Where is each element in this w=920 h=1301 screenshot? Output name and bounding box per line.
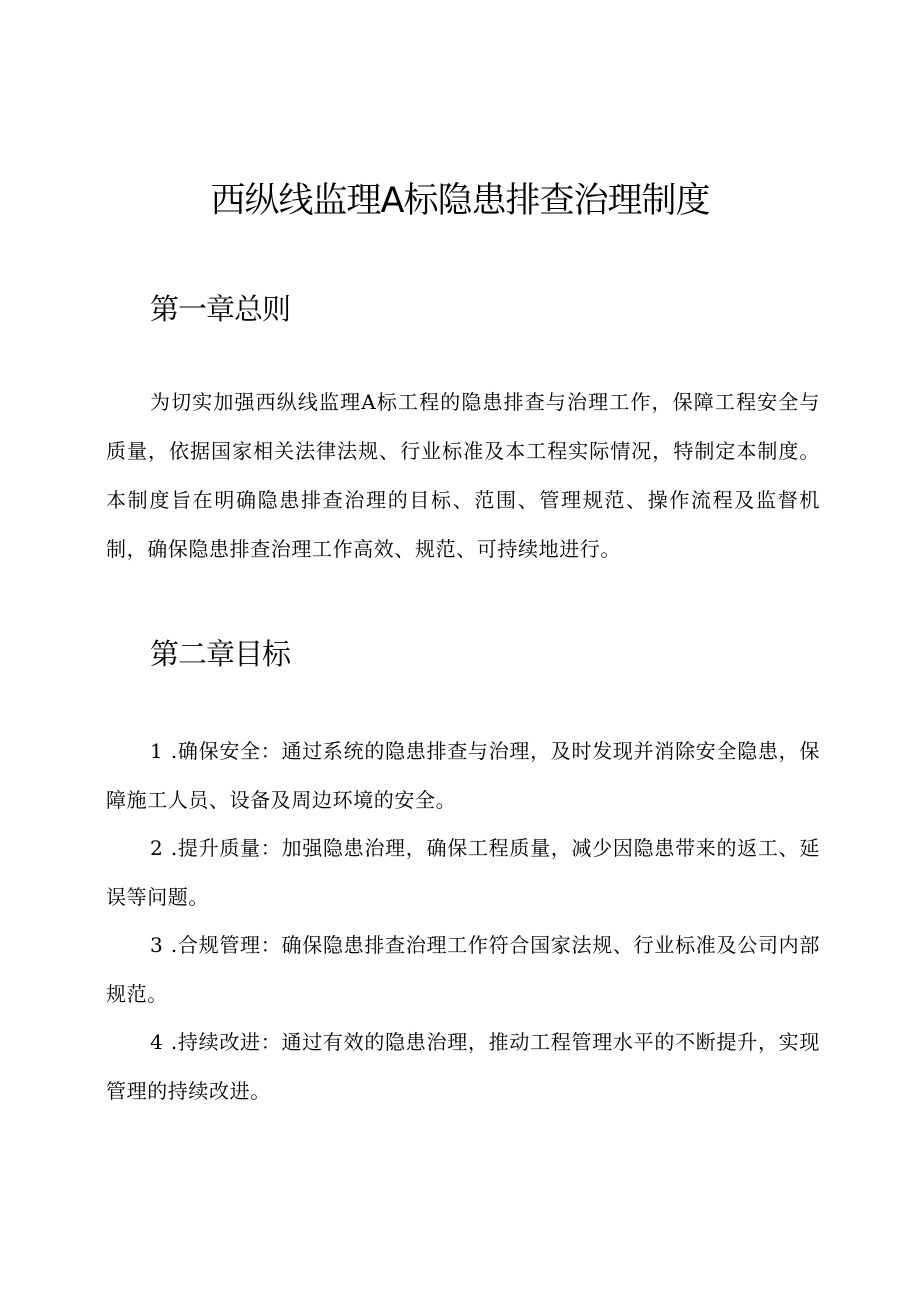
goal-item-2-text: 提升质量：加强隐患治理，确保工程质量，减少因隐患带来的返工、延误等问题。 [106,836,820,909]
goal-item-2 [106,824,820,922]
goal-item-3 [106,921,820,1019]
goal-item-3-number: 3 [150,933,164,957]
goal-item-4-text: 持续改进：通过有效的隐患治理，推动工程管理水平的不断提升，实现管理的持续改进。 [106,1030,820,1103]
goal-item-3-separator: . [170,933,178,957]
chapter-2-heading: 第二章目标 [150,637,291,671]
goal-item-1-number: 1 [150,739,164,763]
goal-item-1 [106,727,820,825]
goal-item-2-number: 2 [150,836,164,860]
chapter-1-paragraph: 为切实加强西纵线监理A标工程的隐患排查与治理工作，保障工程安全与质量，依据国家相关法律法规、行业标准及本工程实际情况，特制定本制度。本制度旨在明确隐患排查治理的目标、范围、管理规范、操作流程及监督机制，确保隐患排查治理工作高效、规范、可持续地进行。 [106,390,820,561]
goal-item-1-separator: . [170,739,178,763]
goal-item-4-separator: . [170,1030,178,1054]
goal-item-2-separator: . [170,836,178,860]
goal-item-4 [106,1018,820,1116]
document-title: 西纵线监理A标隐患排查治理制度 [210,181,710,221]
goal-item-1-text: 确保安全：通过系统的隐患排查与治理，及时发现并消除安全隐患，保障施工人员、设备及周边环境的安全。 [106,739,820,812]
goal-item-4-number: 4 [150,1030,164,1054]
chapter-1-heading: 第一章总则 [150,292,291,326]
goal-item-3-text: 合规管理：确保隐患排查治理工作符合国家法规、行业标准及公司内部规范。 [106,933,820,1006]
